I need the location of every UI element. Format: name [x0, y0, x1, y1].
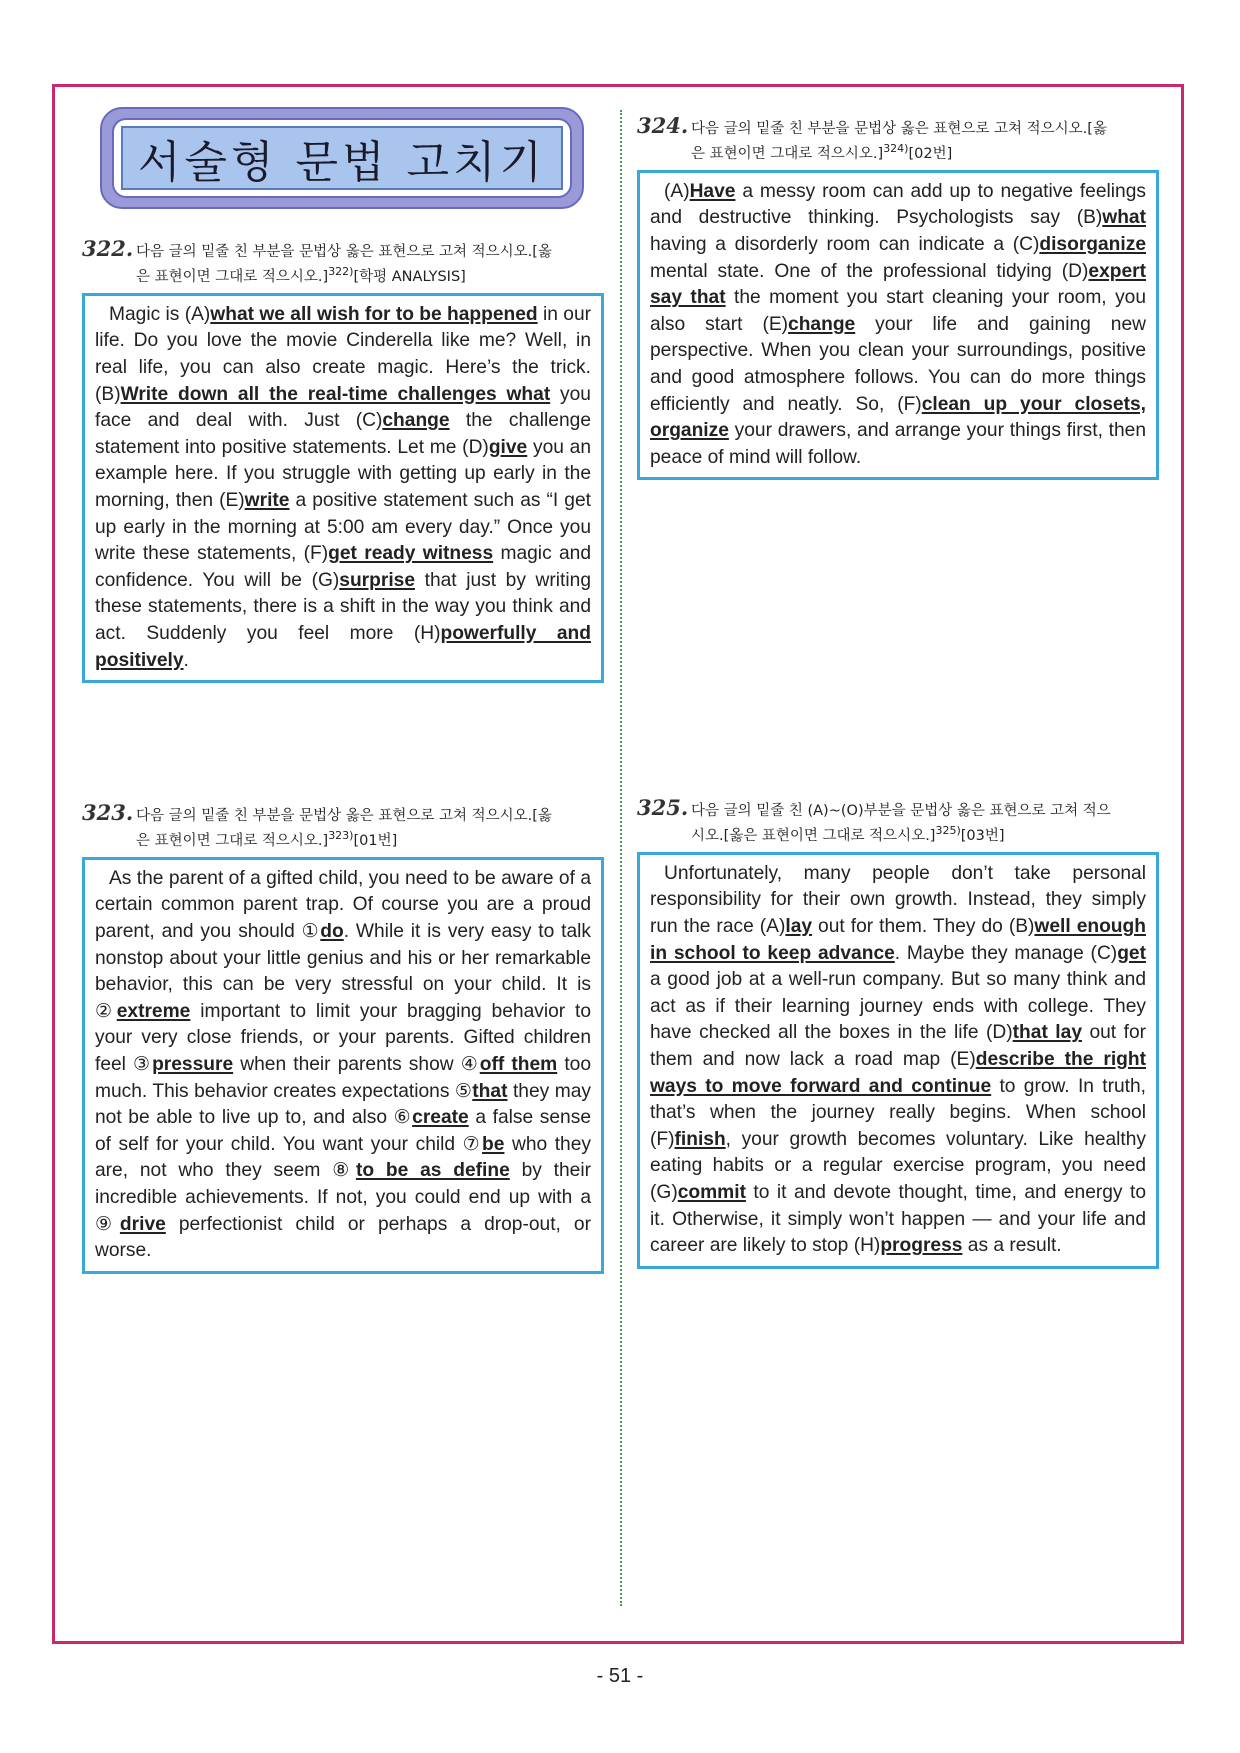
passage-segment: you face and deal with. Just (C) [95, 383, 591, 432]
question-instruction: 다음 글의 밑줄 친 (A)~(O)부분을 문법상 옳은 표현으로 고쳐 적으 [691, 803, 1111, 819]
passage-segment: your life and gaining new perspective. When you clean your surroundings, positive and good atmosphere follows. You can do more things efficiently and neatly. So, (F) [650, 313, 1146, 415]
passage-segment: a good job at a well-run company. But so many think and act as if their learning journey ends with college. They have checked all the boxes in the life (D) [650, 969, 1146, 1044]
underlined-blank: give [488, 436, 528, 458]
passage-text [95, 304, 591, 671]
question-325 [637, 795, 1159, 1269]
question-number: 323. [82, 800, 134, 825]
page-title: 서술형 문법 고치기 [137, 137, 546, 188]
question-instruction: 다음 글의 밑줄 친 부분을 문법상 옳은 표현으로 고쳐 적으시오.[옳 [136, 808, 552, 824]
source-footnote: 325) [935, 824, 961, 837]
underlined-blank: be [482, 1133, 505, 1155]
passage-segment: too much. This behavior creates expectations ⑤ [95, 1053, 591, 1102]
passage-segment: to grow. In truth, that’s when the journey really begins. When school (F) [650, 1075, 1146, 1150]
underlined-blank: progress [880, 1235, 963, 1257]
underlined-blank: expert say that [650, 260, 1146, 309]
question-header [637, 113, 1159, 164]
passage-segment: (A) [664, 180, 690, 202]
passage-box [637, 170, 1159, 481]
passage-segment: the challenge statement into positive statements. Let me (D) [95, 410, 591, 458]
underlined-blank: create [412, 1107, 469, 1129]
question-number: 325. [637, 795, 689, 820]
column-divider [620, 110, 622, 1606]
question-322 [82, 236, 604, 683]
passage-segment: having a disorderly room can indicate a (C) [650, 234, 1040, 256]
question-header [82, 800, 604, 851]
question-324 [637, 113, 1159, 480]
question-323 [82, 800, 604, 1274]
question-source: [학평 ANALYSIS] [353, 268, 466, 285]
title-banner-fill [121, 126, 563, 190]
underlined-blank: clean up your closets, organize [650, 393, 1146, 442]
underlined-blank: well enough in school to keep advance [650, 916, 1146, 964]
underlined-blank: describe the right ways to move forward and continue [650, 1048, 1146, 1097]
title-banner-border [112, 118, 572, 198]
passage-segment: to it and devote thought, time, and energy to it. Otherwise, it simply won’t happen ― and your life and career are likely to stop (H) [650, 1181, 1146, 1257]
passage-segment: when their parents show ④ [233, 1053, 480, 1075]
source-footnote: 323) [328, 829, 354, 842]
question-number: 322. [82, 236, 134, 261]
underlined-blank: commit [677, 1181, 746, 1203]
passage-segment: the moment you start cleaning your room, you also start (E) [650, 287, 1146, 335]
underlined-blank: extreme [116, 1000, 191, 1022]
question-header [82, 236, 604, 287]
passage-segment: a messy room can add up to negative feelings and destructive thinking. Psychologists say (B) [650, 180, 1146, 229]
passage-segment: . [183, 649, 189, 671]
question-instruction-cont: 은 표현이면 그대로 적으시오.] [136, 268, 329, 285]
passage-segment: you an example here. If you struggle with getting up early in the morning, then (E) [95, 436, 591, 511]
passage-text [95, 868, 591, 1261]
page-number: - 51 - [596, 1665, 644, 1687]
source-footnote: 322) [328, 265, 354, 278]
underlined-blank: change [788, 313, 856, 335]
passage-segment: in our life. Do you love the movie Cinderella like me? Well, in real life, you can also create magic. Here’s the trick. (B) [95, 303, 592, 405]
underlined-blank: what we all wish for to be happened [210, 303, 538, 325]
passage-segment: as a result. [962, 1235, 1062, 1257]
question-source: [03번] [960, 827, 1005, 844]
underlined-blank: write [244, 489, 290, 511]
underlined-blank: finish [674, 1128, 726, 1150]
passage-segment: out for them. They do (B) [812, 916, 1035, 938]
passage-segment: As the parent of a gifted child, you need to be aware of a certain common parent trap. Of course you are a proud parent, and you should ① [95, 867, 591, 943]
question-instruction: 다음 글의 밑줄 친 부분을 문법상 옳은 표현으로 고쳐 적으시오.[옳 [691, 121, 1107, 137]
passage-box [637, 852, 1159, 1269]
passage-segment: important to limit your bragging behavior to your very close friends, or your parents. Gifted children feel ③ [95, 1000, 592, 1075]
passage-segment: your drawers, and arrange your things first, then peace of mind will follow. [650, 420, 1146, 468]
question-source: [01번] [353, 832, 398, 849]
passage-segment: out for them and now lack a road map (E) [650, 1022, 1147, 1070]
passage-segment: mental state. One of the professional tidying (D) [650, 260, 1089, 282]
passage-segment: Magic is (A) [109, 303, 211, 325]
passage-segment: . While it is very easy to talk nonstop about your little genius and his or her remarkable behavior, this can be very stressful on your child. It is ② [95, 921, 591, 1022]
underlined-blank: drive [119, 1213, 166, 1235]
underlined-blank: what [1102, 207, 1146, 229]
title-banner [100, 107, 584, 209]
underlined-blank: disorganize [1039, 234, 1146, 256]
passage-segment: Unfortunately, many people don’t take personal responsibility for their own growth. Instead, they simply run the race (A) [650, 862, 1146, 938]
underlined-blank: do [320, 921, 344, 943]
passage-text [650, 181, 1146, 468]
passage-segment: by their incredible achievements. If not, you could end up with a ⑨ [95, 1160, 592, 1235]
question-number: 324. [637, 113, 689, 138]
underlined-blank: lay [785, 916, 813, 938]
underlined-blank: get ready witness [328, 543, 494, 565]
passage-box [82, 857, 604, 1274]
passage-segment: magic and confidence. You will be (G) [95, 543, 592, 591]
passage-segment: that just by writing these statements, there is a shift in the way you think and act. Suddenly you feel more (H) [95, 569, 591, 644]
underlined-blank: powerfully and positively [95, 622, 591, 671]
question-header [637, 795, 1159, 846]
question-instruction-cont: 은 표현이면 그대로 적으시오.] [691, 145, 884, 162]
question-instruction-cont: 시오.[옳은 표현이면 그대로 적으시오.] [691, 827, 936, 844]
passage-box [82, 293, 604, 683]
source-footnote: 324) [883, 142, 909, 155]
passage-segment: they may not be able to live up to, and also ⑥ [95, 1080, 591, 1129]
underlined-blank: pressure [152, 1053, 234, 1075]
question-instruction: 다음 글의 밑줄 친 부분을 문법상 옳은 표현으로 고쳐 적으시오.[옳 [136, 244, 552, 260]
passage-segment: , your growth becomes voluntary. Like healthy eating habits or a regular exercise program, you need (G) [650, 1128, 1146, 1203]
question-instruction-cont: 은 표현이면 그대로 적으시오.] [136, 832, 329, 849]
passage-segment: a false sense of self for your child. You want your child ⑦ [95, 1107, 591, 1155]
passage-segment: perfectionist child or perhaps a drop-out, or worse. [95, 1213, 591, 1262]
underlined-blank: change [382, 410, 450, 432]
passage-segment: a positive statement such as “I get up early in the morning at 5:00 am every day.” Once you write these statements, (F) [95, 489, 591, 565]
passage-segment: who they are, not who they seem ⑧ [95, 1133, 591, 1182]
underlined-blank: Have [689, 180, 736, 202]
passage-segment: . Maybe they manage (C) [894, 942, 1118, 964]
question-source: [02번] [908, 145, 953, 162]
underlined-blank: that lay [1012, 1022, 1082, 1044]
underlined-blank: surprise [339, 569, 416, 591]
passage-text [650, 863, 1146, 1256]
underlined-blank: that [472, 1080, 508, 1102]
underlined-blank: off them [479, 1053, 558, 1075]
underlined-blank: Write down all the real-time challenges what [120, 383, 551, 405]
underlined-blank: get [1117, 942, 1146, 964]
underlined-blank: to be as define [355, 1160, 510, 1182]
